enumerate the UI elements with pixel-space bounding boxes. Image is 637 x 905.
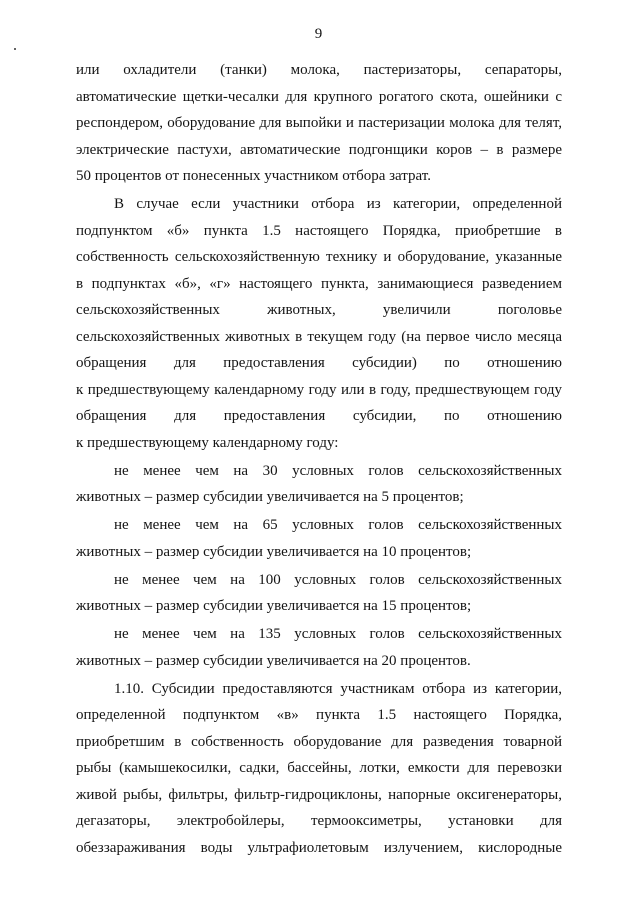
text-line: в подпунктах «б», «г» настоящего пункта, занимающиеся разведением xyxy=(76,275,562,292)
text-line: обращения для предоставления субсидии, по отношению xyxy=(76,408,562,424)
text-line: или охладители (танки) молока, пастеризаторы, сепараторы, xyxy=(76,62,562,78)
text-line: 50 процентов от понесенных участником отбора затрат. xyxy=(76,168,431,184)
paragraph-first-line: не менее чем на 30 условных голов сельскохозяйственных xyxy=(114,462,562,479)
paragraph-first-line: не менее чем на 65 условных голов сельскохозяйственных xyxy=(114,517,562,533)
text-line: обеззараживания воды ультрафиолетовым излучением, кислородные xyxy=(76,839,562,856)
text-line: подпунктом «б» пункта 1.5 настоящего Порядка, приобретшие в xyxy=(76,222,562,239)
text-line: рыбы (камышекосилки, садки, бассейны, лотки, емкости для перевозки xyxy=(76,760,562,776)
text-line: обращения для предоставления субсидии) по отношению xyxy=(76,355,562,371)
text-line: автоматические щетки-чесалки для крупного рогатого скота, ошейники с xyxy=(76,88,562,105)
paragraph-first-line: не менее чем на 135 условных голов сельскохозяйственных xyxy=(114,626,562,642)
text-line: сельскохозяйственных животных, увеличили поголовье xyxy=(76,302,562,318)
document-body xyxy=(76,57,562,861)
text-line: определенной подпунктом «в» пункта 1.5 настоящего Порядка, xyxy=(76,707,562,723)
text-line: респондером, оборудование для выпойки и пастеризации молока для телят, xyxy=(76,115,562,131)
page-number: 9 xyxy=(314,26,323,42)
text-line: живой рыбы, фильтры, фильтр-гидроциклоны, напорные оксигенераторы, xyxy=(76,786,562,803)
text-line: дегазаторы, электробойлеры, термооксиметры, установки для xyxy=(76,813,562,829)
text-line: собственность сельскохозяйственную технику и оборудование, указанные xyxy=(76,249,562,265)
paragraph-first-line: В случае если участники отбора из категории, определенной xyxy=(114,196,562,212)
scan-speck xyxy=(14,48,16,50)
text-line: животных – размер субсидии увеличивается на 10 процентов; xyxy=(76,543,472,560)
paragraph-first-line: не менее чем на 100 условных голов сельскохозяйственных xyxy=(114,571,562,588)
text-line: к предшествующему календарному году: xyxy=(76,434,339,451)
text-line: животных – размер субсидии увеличивается на 20 процентов. xyxy=(76,652,471,669)
text-line: животных – размер субсидии увеличивается на 15 процентов; xyxy=(76,598,472,614)
text-line: животных – размер субсидии увеличивается на 5 процентов; xyxy=(76,489,464,505)
text-line: электрические пастухи, автоматические подгонщики коров – в размере xyxy=(76,141,562,158)
text-line: приобретшим в собственность оборудование для разведения товарной xyxy=(76,733,562,750)
text-line: к предшествующему календарному году или в году, предшествующем году xyxy=(76,381,562,398)
text-line: сельскохозяйственных животных в текущем году (на первое число месяца xyxy=(76,328,562,345)
paragraph-first-line: 1.10. Субсидии предоставляются участникам отбора из категории, xyxy=(114,680,562,697)
